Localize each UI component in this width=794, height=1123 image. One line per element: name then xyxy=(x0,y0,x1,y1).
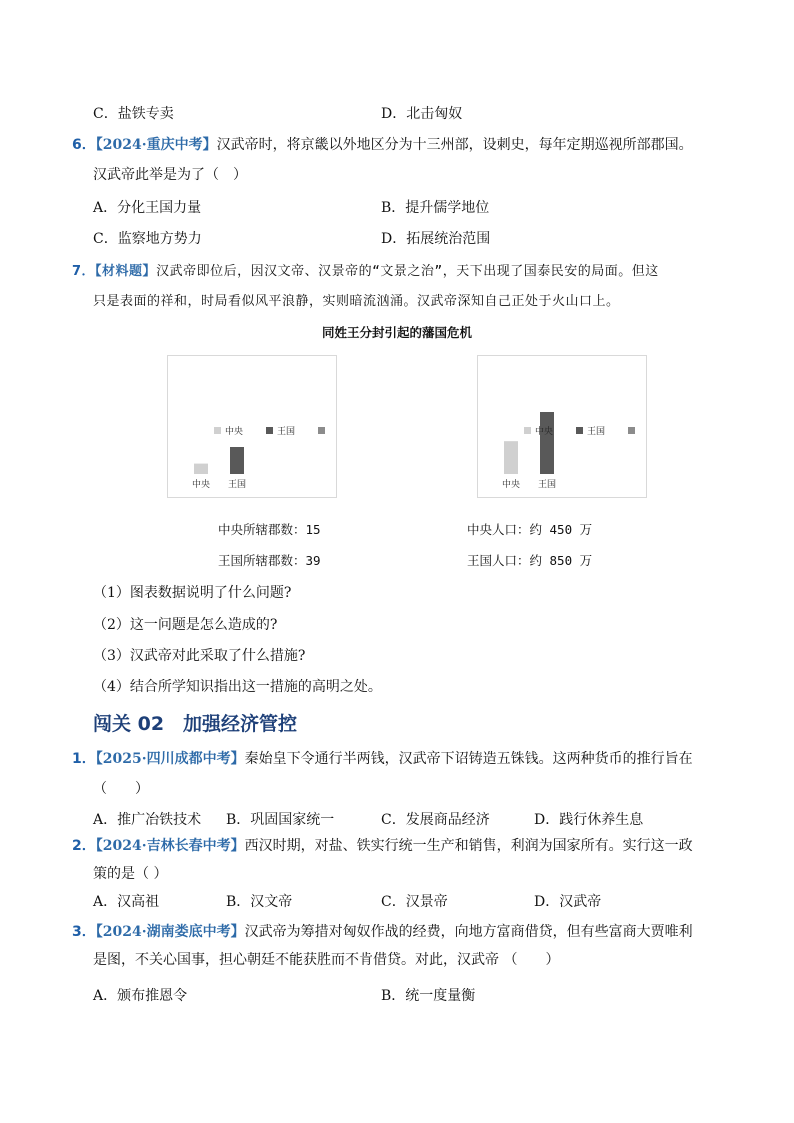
s1-option-d: D．践行休养生息 xyxy=(534,812,644,828)
s3-option-b: B．统一度量衡 xyxy=(381,988,476,1004)
left-stat-kingdom: 王国所辖郡数：39 xyxy=(218,553,321,568)
chart-bar xyxy=(194,464,208,474)
q6-option-d: D．拓展统治范围 xyxy=(381,231,491,247)
question-text: 汉武帝时，将京畿以外地区分为十三州部，设刺史，每年定期巡视所部郡国。 xyxy=(216,137,693,153)
right-stat-kingdom: 王国人口：约 850 万 xyxy=(467,553,593,568)
s1-stem-cont: （ ） xyxy=(93,781,149,797)
q6-option-b: B．提升儒学地位 xyxy=(381,200,490,216)
chart-bar xyxy=(230,447,244,474)
question-source: 【2024·重庆中考】 xyxy=(95,137,217,153)
s1-option-b: B．巩固国家统一 xyxy=(226,812,335,828)
question-number: 1． xyxy=(72,751,96,767)
s2-option-b: B．汉文帝 xyxy=(226,894,293,910)
question-number: 7． xyxy=(72,264,96,279)
legend-label: 王国 xyxy=(587,427,606,437)
s2-option-d: D．汉武帝 xyxy=(534,894,602,910)
q5-option-d: D．北击匈奴 xyxy=(381,106,463,122)
s1-stem xyxy=(72,748,693,768)
legend-label: 王国 xyxy=(277,427,296,437)
chart-left-svg xyxy=(168,356,336,497)
chart-category-label: 中央 xyxy=(501,480,521,490)
s2-stem xyxy=(72,835,693,855)
legend-swatch xyxy=(214,427,221,434)
s2-option-c: C．汉景帝 xyxy=(381,894,448,910)
chart-category-label: 中央 xyxy=(191,480,211,490)
legend-label: 中央 xyxy=(535,427,554,437)
chart-category-label: 王国 xyxy=(227,480,247,490)
right-stat-central: 中央人口：约 450 万 xyxy=(467,522,593,537)
question-text: 秦始皇下令通行半两钱，汉武帝下诏铸造五铢钱。这两种货币的推行旨在 xyxy=(244,751,693,767)
s3-stem-cont: 是图，不关心国事，担心朝廷不能获胜而不肯借贷。对此，汉武帝 （ ） xyxy=(93,952,560,968)
question-number: 6． xyxy=(72,137,96,153)
s1-option-a: A．推广冶铁技术 xyxy=(93,812,202,828)
question-source: 【2025·四川成都中考】 xyxy=(95,751,245,767)
chart-category-label: 王国 xyxy=(537,480,557,490)
legend-swatch xyxy=(318,427,325,434)
s1-option-c: C．发展商品经济 xyxy=(381,812,490,828)
legend-swatch xyxy=(628,427,635,434)
q5-option-c: C．盐铁专卖 xyxy=(93,106,174,122)
question-text: 汉武帝为筹措对匈奴作战的经费，向地方富商借贷，但有些富商大贾唯利 xyxy=(244,924,693,940)
question-text: 西汉时期，对盐、铁实行统一生产和销售，利润为国家所有。实行这一政 xyxy=(244,838,693,854)
question-6-stem-cont: 汉武帝此举是为了（ ） xyxy=(93,167,247,183)
question-source: 【材料题】 xyxy=(95,264,157,279)
question-source: 【2024·湖南娄底中考】 xyxy=(95,924,245,940)
question-number: 3． xyxy=(72,924,96,940)
s2-option-a: A．汉高祖 xyxy=(93,894,160,910)
q6-option-a: A．分化王国力量 xyxy=(93,200,202,216)
q6-option-c: C．监察地方势力 xyxy=(93,231,202,247)
s3-option-a: A．颁布推恩令 xyxy=(93,988,188,1004)
material-text-cont: 只是表面的祥和，时局看似风平浪静，实则暗流汹涌。汉武帝深知自己正处于火山口上。 xyxy=(93,294,620,309)
question-7-stem xyxy=(72,260,659,279)
question-number: 2． xyxy=(72,838,96,854)
legend-swatch xyxy=(266,427,273,434)
q7-sub-2: （2）这一问题是怎么造成的? xyxy=(93,617,278,633)
legend-label: 中央 xyxy=(225,427,244,437)
legend-swatch xyxy=(576,427,583,434)
material-text: 汉武帝即位后，因汉文帝、汉景帝的“文景之治”，天下出现了国泰民安的局面。但这 xyxy=(156,264,659,279)
question-source: 【2024·吉林长春中考】 xyxy=(95,838,245,854)
q7-sub-4: （4）结合所学知识指出这一措施的高明之处。 xyxy=(93,679,382,695)
q7-sub-1: （1）图表数据说明了什么问题? xyxy=(93,585,292,601)
q7-sub-3: （3）汉武帝对此采取了什么措施? xyxy=(93,648,306,664)
chart-bar xyxy=(504,441,518,474)
s2-stem-cont: 策的是（ ） xyxy=(93,866,168,882)
chart-right xyxy=(477,355,647,498)
figure-title: 同姓王分封引起的藩国危机 xyxy=(321,325,472,340)
legend-swatch xyxy=(524,427,531,434)
chart-bar xyxy=(540,412,554,474)
chart-left xyxy=(167,355,337,498)
left-stat-central: 中央所辖郡数：15 xyxy=(218,522,321,537)
section-heading: 闯关 02 加强经济管控 xyxy=(93,713,298,735)
chart-right-svg xyxy=(478,356,646,497)
s3-stem xyxy=(72,921,693,941)
question-6-stem xyxy=(72,134,693,154)
